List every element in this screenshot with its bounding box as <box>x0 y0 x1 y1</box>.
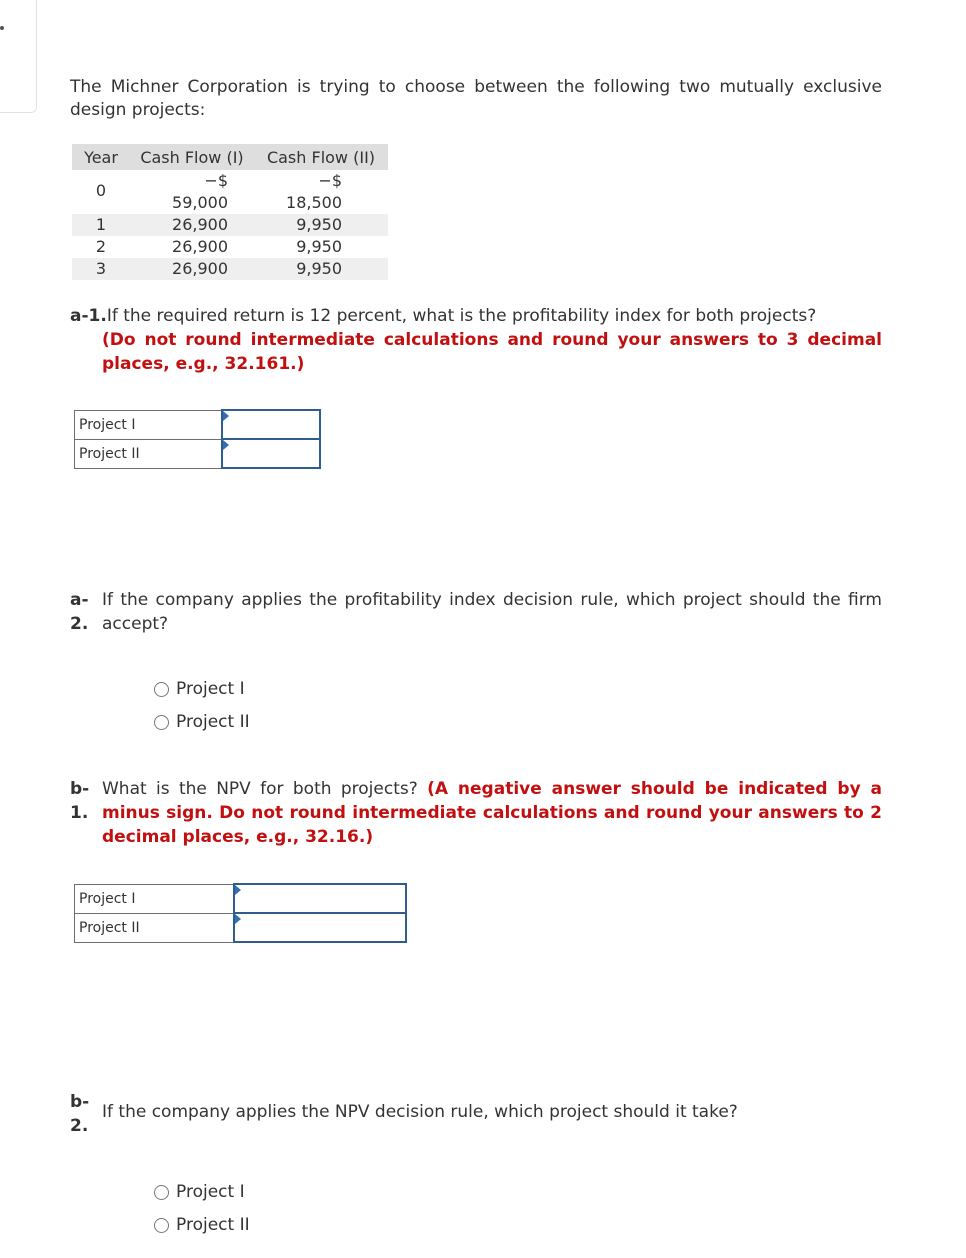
answer-row <box>75 884 407 913</box>
pi-project-1-input-cell[interactable] <box>222 410 320 439</box>
table-row <box>72 236 388 258</box>
question-b1 <box>70 777 882 849</box>
question-number: a- 2. <box>70 590 89 634</box>
answer-table-pi <box>74 409 321 469</box>
answer-row <box>75 410 321 439</box>
table-row <box>72 258 388 280</box>
pi-project-1-input[interactable] <box>223 410 323 439</box>
year-cell: 0 <box>95 181 107 200</box>
npv-project-1-input-cell[interactable] <box>234 884 406 913</box>
question-number: a-1. <box>70 306 107 326</box>
pi-project-2-input[interactable] <box>223 439 323 468</box>
question-number: b- 1. <box>70 779 90 823</box>
radio-label: Project I <box>176 679 245 699</box>
year-cell: 2 <box>95 237 107 256</box>
radio-option-project-1[interactable] <box>154 677 245 701</box>
cash-flow-1-cell: −$ 59,000 <box>172 171 228 212</box>
answer-label: Project II <box>75 913 235 942</box>
problem-intro: The Michner Corporation is trying to choose between the following two mutually exclusive design projects: <box>70 77 882 120</box>
cash-flow-1-cell: 26,900 <box>172 237 228 256</box>
cash-flow-1-cell: 26,900 <box>130 258 254 280</box>
answer-label: Project I <box>75 410 223 439</box>
radio-button[interactable] <box>154 682 169 697</box>
radio-button[interactable] <box>154 1185 169 1200</box>
question-b2 <box>70 1090 882 1136</box>
question-a2 <box>70 588 882 636</box>
header-cash-flow-2: Cash Flow (II) <box>254 144 388 170</box>
cash-flow-2-cell: 9,950 <box>296 237 342 256</box>
question-number: b- 2. <box>70 1092 90 1136</box>
question-instruction: (A negative answer should be indicated by a minus sign. Do not round intermediate calculations and round your answers to 2 decimal places, e.g., 32.16.) <box>102 779 882 847</box>
answer-label: Project II <box>75 439 223 468</box>
input-marker-icon <box>235 885 241 895</box>
question-text: If the company applies the NPV decision rule, which project should it take? <box>102 1102 738 1122</box>
radio-option-project-2[interactable] <box>154 710 250 734</box>
cash-flow-2-cell: 9,950 <box>254 214 388 236</box>
table-header-row <box>72 144 388 170</box>
npv-project-2-input[interactable] <box>235 913 409 942</box>
header-cash-flow-1: Cash Flow (I) <box>130 144 254 170</box>
question-text: If the company applies the profitability index decision rule, which project should the firm accept? <box>102 590 882 634</box>
question-instruction: (Do not round intermediate calculations and round your answers to 3 decimal places, e.g., 32.161.) <box>102 330 882 374</box>
input-marker-icon <box>223 440 229 450</box>
answer-row <box>75 439 321 468</box>
question-a1 <box>70 304 882 376</box>
table-row <box>72 214 388 236</box>
radio-label: Project I <box>176 1182 245 1202</box>
year-cell: 1 <box>72 214 130 236</box>
cash-flow-1-cell: 26,900 <box>130 214 254 236</box>
frame-dot <box>0 26 4 30</box>
cash-flow-2-cell: −$ 18,500 <box>286 171 342 212</box>
header-year: Year <box>72 144 130 170</box>
question-text: If the required return is 12 percent, what is the profitability index for both projects? <box>106 306 817 326</box>
radio-option-project-1[interactable] <box>154 1180 245 1204</box>
radio-option-project-2[interactable] <box>154 1213 250 1237</box>
radio-label: Project II <box>176 1215 250 1235</box>
year-cell: 3 <box>72 258 130 280</box>
question-text: What is the NPV for both projects? <box>102 779 418 799</box>
radio-button[interactable] <box>154 715 169 730</box>
npv-project-2-input-cell[interactable] <box>234 913 406 942</box>
answer-table-npv <box>74 883 407 943</box>
table-row <box>72 170 388 214</box>
answer-label: Project I <box>75 884 235 913</box>
radio-button[interactable] <box>154 1218 169 1233</box>
input-marker-icon <box>223 411 229 421</box>
cash-flow-table <box>72 144 388 280</box>
pi-project-2-input-cell[interactable] <box>222 439 320 468</box>
npv-project-1-input[interactable] <box>235 884 409 913</box>
radio-label: Project II <box>176 712 250 732</box>
cash-flow-2-cell: 9,950 <box>254 258 388 280</box>
input-marker-icon <box>235 914 241 924</box>
answer-row <box>75 913 407 942</box>
frame-edge <box>0 0 37 113</box>
